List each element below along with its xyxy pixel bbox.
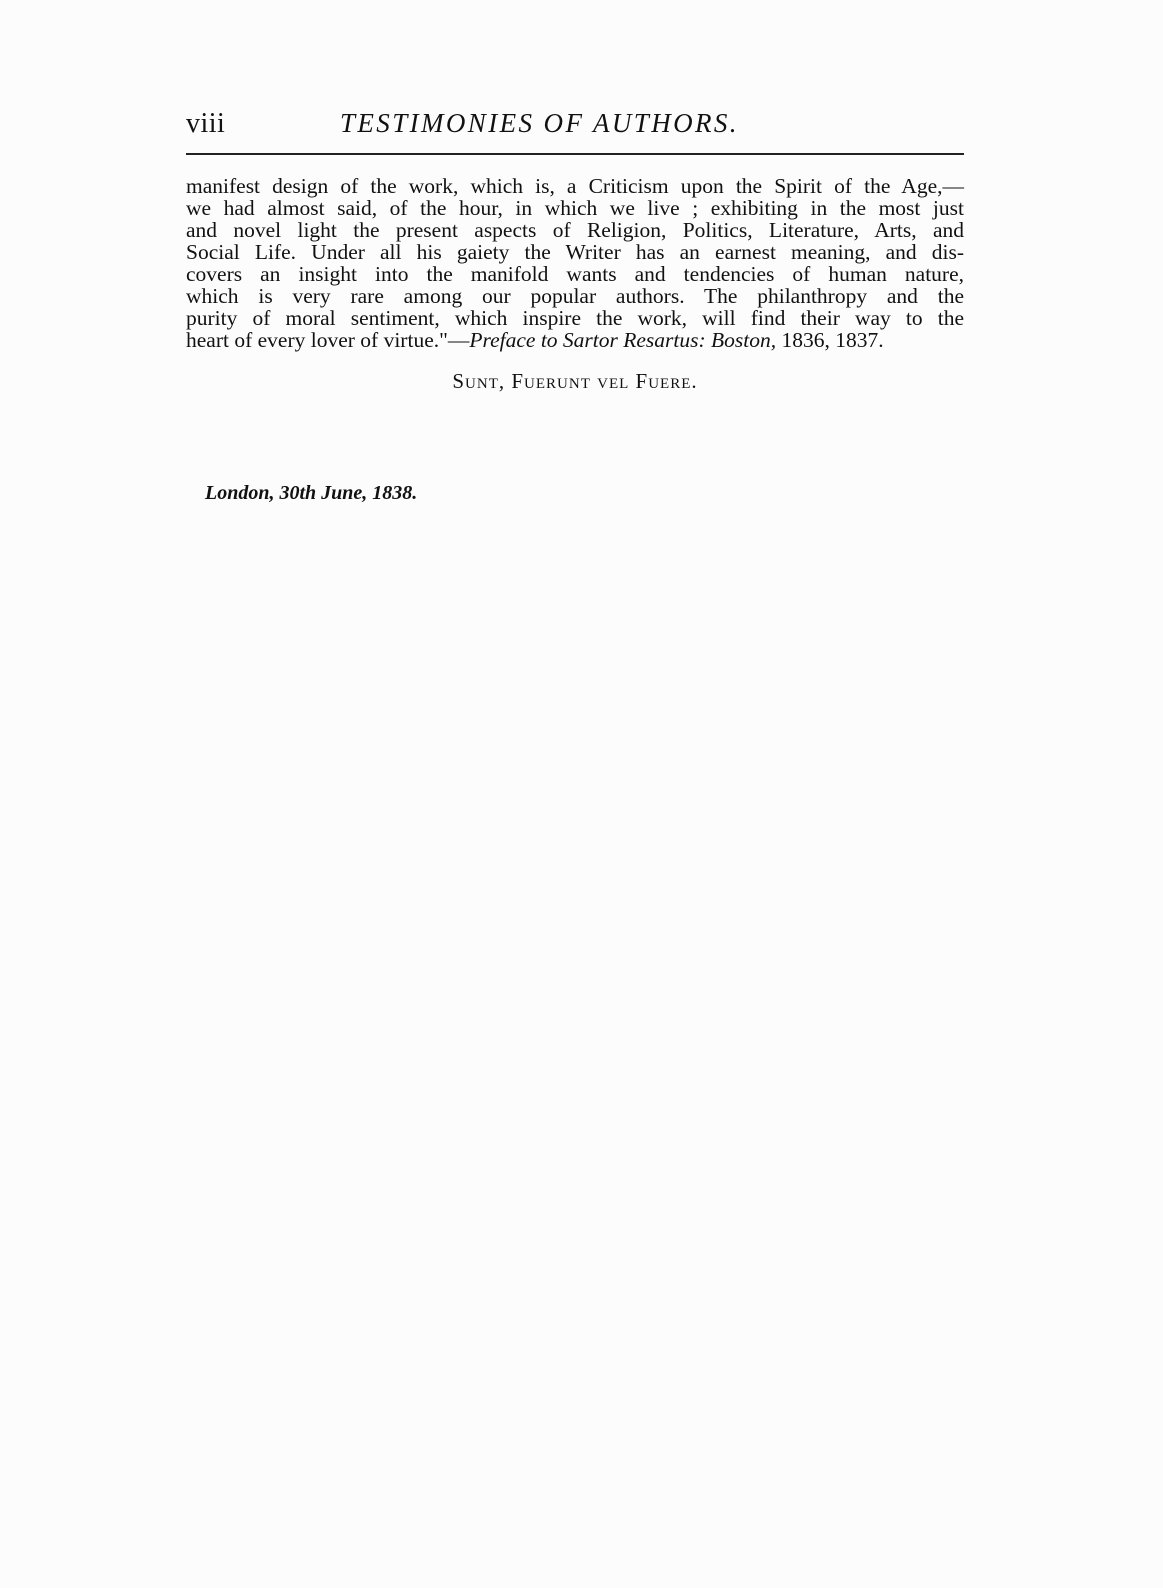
signature-line: London, 30th June, 1838. [205, 482, 418, 504]
citation-title: Preface to Sartor Resartus: Boston, [469, 328, 777, 352]
paragraph-line: and novel light the present aspects of Religion, Politics, Literature, Arts, and [186, 218, 964, 242]
paragraph-line: covers an insight into the manifold wants and tendencies of human nature, [186, 262, 964, 286]
paragraph-final-line [186, 329, 964, 351]
motto: Sunt, Fuerunt vel Fuere. [452, 369, 698, 393]
paragraph-line: which is very rare among our popular authors. The philanthropy and the [186, 284, 964, 308]
citation-years: 1836, 1837. [776, 328, 884, 352]
page-number: viii [186, 108, 226, 139]
final-line-text: heart of every lover of virtue."— [186, 328, 470, 352]
paragraph-line: purity of moral sentiment, which inspire the work, will find their way to the [186, 306, 964, 330]
body-paragraph [186, 175, 964, 351]
page-header [186, 108, 966, 148]
paragraph-line: we had almost said, of the hour, in which we live ; exhibiting in the most just [186, 196, 964, 220]
paragraph-line: manifest design of the work, which is, a Criticism upon the Spirit of the Age,— [186, 174, 964, 198]
header-rule [186, 153, 964, 155]
paragraph-line: Social Life. Under all his gaiety the Writer has an earnest meaning, and dis- [186, 240, 964, 264]
running-title: TESTIMONIES OF AUTHORS. [340, 108, 739, 138]
